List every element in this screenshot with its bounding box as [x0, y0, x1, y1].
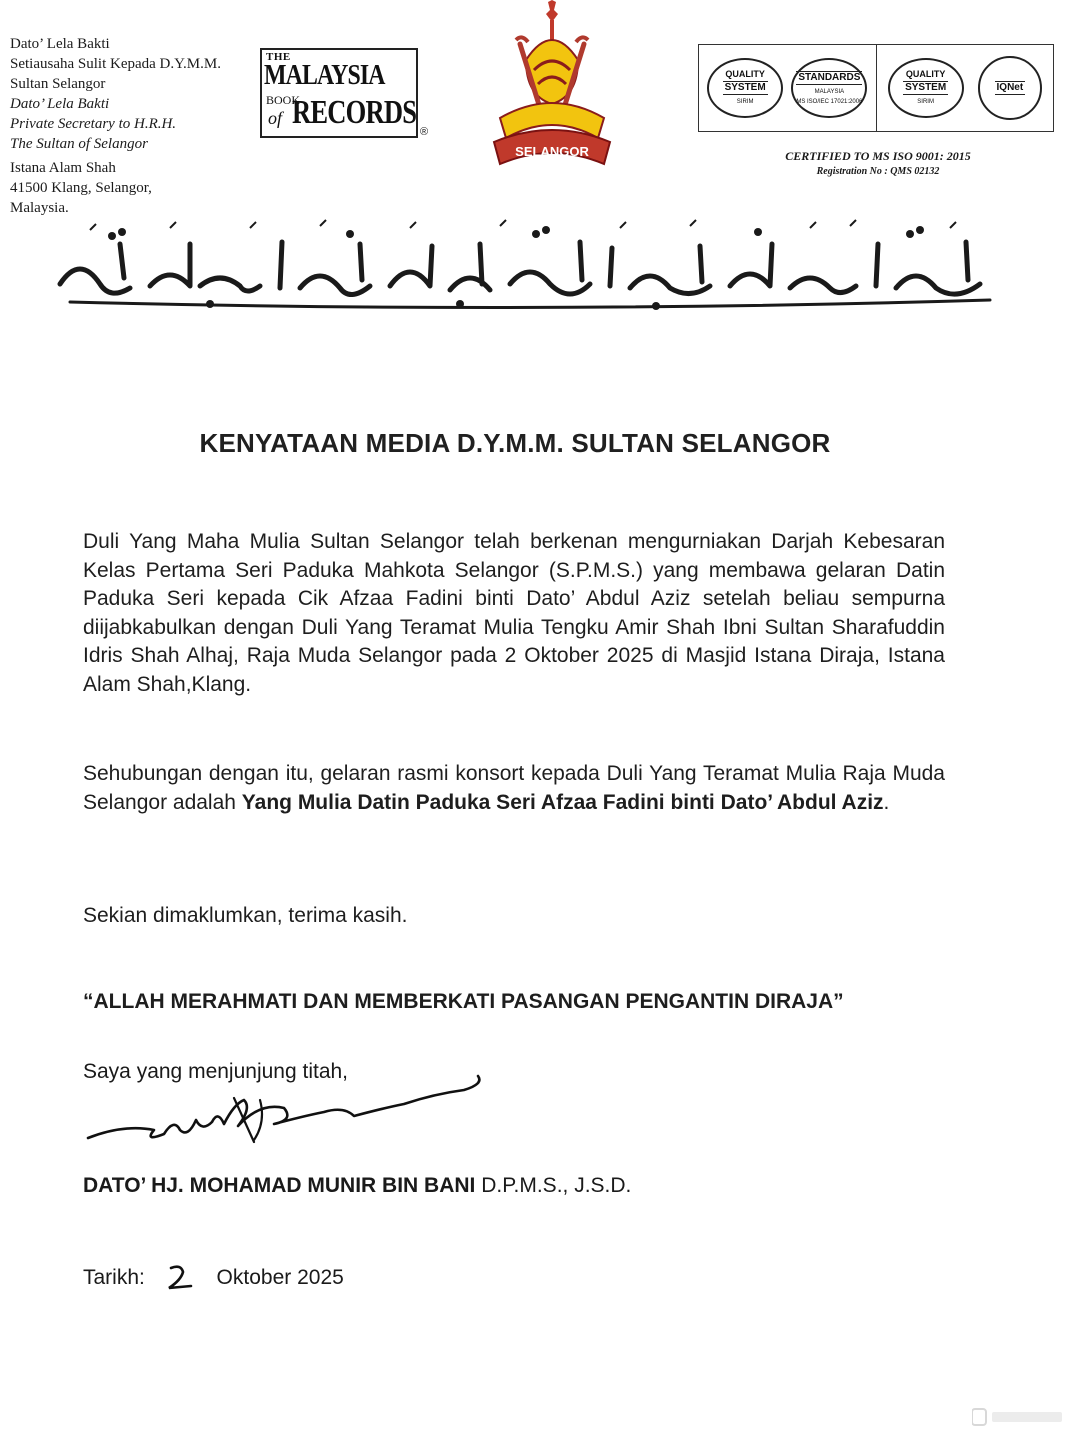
seal-3-bottom-text: SIRIM	[917, 99, 934, 105]
date-label: Tarikh:	[83, 1266, 145, 1289]
crest-label: SELANGOR	[515, 144, 589, 159]
seal-2-top-text: STANDARDS	[798, 72, 861, 83]
watermark-icon	[972, 1406, 1066, 1428]
sender-address-line-2: 41500 Klang, Selangor,	[10, 180, 152, 196]
logo-text-the: THE	[266, 51, 291, 63]
signer-name: DATO’ HJ. MOHAMAD MUNIR BIN BANI	[83, 1174, 476, 1197]
date-line	[83, 1262, 344, 1292]
quality-system-seal-icon	[707, 58, 783, 118]
sender-english-title-2: The Sultan of Selangor	[10, 136, 148, 152]
handwritten-day-icon	[151, 1262, 211, 1292]
jawi-calligraphy-banner-icon	[50, 214, 1000, 314]
certification-cell-2	[876, 45, 1054, 131]
certification-line-1: CERTIFIED TO MS ISO 9001: 2015	[785, 149, 971, 163]
certification-logos	[698, 44, 1054, 132]
certification-line-2: Registration No : QMS 02132	[816, 166, 940, 177]
blessing-quote: “ALLAH MERAHMATI DAN MEMBERKATI PASANGAN PENGANTIN DIRAJA”	[83, 990, 844, 1013]
logo-text-records: RECORDS	[292, 94, 417, 131]
logo-text-of: of	[268, 108, 283, 128]
paragraph-2-lead: Sehubungan dengan itu, gelaran rasmi konsort kepada Duli Yang Teramat Mulia Raja Muda Selangor adalah	[83, 762, 945, 814]
quality-system-seal-2-icon	[888, 58, 964, 118]
signer-honours: D.P.M.S., J.S.D.	[475, 1174, 632, 1197]
closing-line: Saya yang menjunjung titah,	[83, 1060, 349, 1083]
seal-2-code-text: MS ISO/IEC 17021:2006	[796, 99, 863, 105]
logo-text-book: BOOK	[266, 93, 301, 107]
body-paragraph-2	[83, 760, 945, 817]
seal-1-bottom-text: SIRIM	[736, 99, 754, 105]
selangor-crest-icon	[486, 0, 618, 170]
iqnet-seal-icon	[978, 56, 1042, 120]
standards-malaysia-seal-icon	[791, 58, 867, 118]
seal-3-top-text: QUALITY	[905, 69, 946, 79]
date-month-year: Oktober 2025	[216, 1266, 344, 1289]
logo-text-malaysia: MALAYSIA	[264, 60, 385, 91]
seal-2-small-text: MALAYSIA	[814, 89, 845, 95]
paragraph-2-tail: .	[883, 790, 890, 814]
handwritten-signature	[84, 1068, 494, 1154]
sender-english-title: Private Secretary to H.R.H.	[10, 116, 177, 132]
body-paragraph-1: Duli Yang Maha Mulia Sultan Selangor telah berkenan mengurniakan Darjah Kebesaran Kelas Pertama Seri Paduka Mahkota Selangor (S.P.M.S.) yang membawa gelaran Datin Paduka Seri kepada Cik Afzaa Fadini binti Dato’ Abdul Aziz setelah beliau sempurna diijabkabulkan dengan Duli Yang Teramat Mulia Tengku Amir Shah Ibni Sultan Sharafuddin Idris Shah Alhaj, Raja Muda Selangor pada 2 Oktober 2025 di Masjid Istana Diraja, Istana Alam Shah,Klang.	[83, 530, 945, 696]
document-title: KENYATAAN MEDIA D.Y.M.M. SULTAN SELANGOR	[199, 428, 831, 458]
date-day-handwritten	[151, 1262, 211, 1292]
seal-4-mid-text: IQNet	[996, 82, 1024, 93]
sender-malay-title-2: Sultan Selangor	[10, 76, 106, 92]
registered-mark: ®	[420, 126, 429, 138]
sender-address-block	[10, 34, 260, 218]
certification-text	[700, 148, 1056, 180]
seal-3-mid-text: SYSTEM	[905, 82, 947, 93]
consort-title-bold: Yang Mulia Datin Paduka Seri Afzaa Fadini binti Dato’ Abdul Aziz	[241, 790, 884, 814]
body-paragraph-3: Sekian dimaklumkan, terima kasih.	[83, 904, 408, 927]
seal-1-mid-text: SYSTEM	[724, 82, 766, 93]
sender-address-line-1: Istana Alam Shah	[10, 160, 116, 176]
sender-english-name: Dato’ Lela Bakti	[10, 96, 110, 112]
sender-address-line-3: Malaysia.	[10, 200, 69, 216]
sender-malay-title: Setiausaha Sulit Kepada D.Y.M.M.	[10, 56, 221, 72]
certification-cell-1	[699, 45, 876, 131]
seal-1-top-text: QUALITY	[725, 69, 765, 79]
malaysia-book-of-records-logo	[260, 48, 418, 138]
sender-malay-name: Dato’ Lela Bakti	[10, 36, 110, 52]
signer-line	[83, 1174, 631, 1198]
